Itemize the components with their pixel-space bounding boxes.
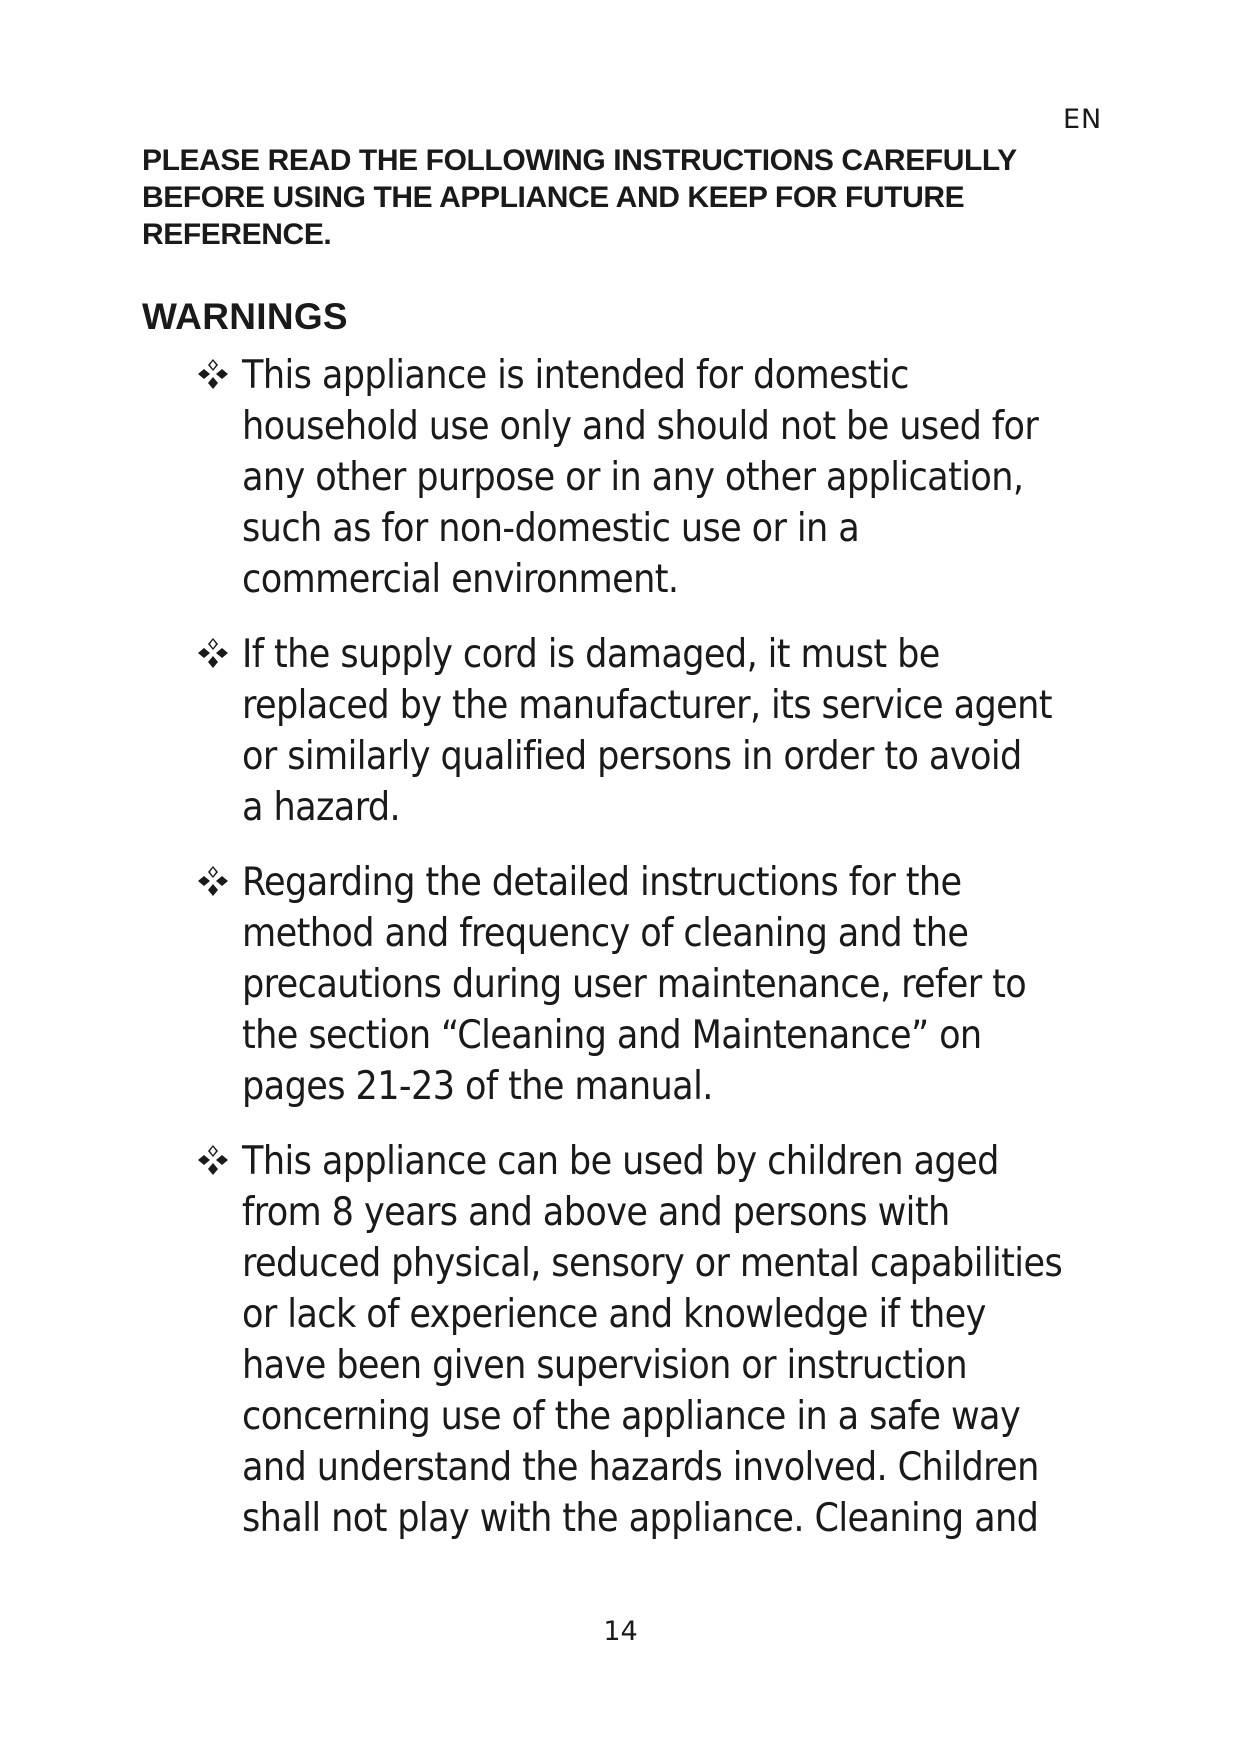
language-code: EN xyxy=(1063,104,1103,135)
warning-text: Regarding the detailed instructions for the method and frequency of cleaning and the precautions during user maintenance, refer to the section “Cleaning and Maintenance” on pages 21-23 of the manual. xyxy=(242,860,1027,1109)
warning-item xyxy=(196,1136,1156,1544)
warning-text: This appliance is intended for domestic household use only and should not be used for any other purpose or in any other application, such as for non-domestic use or in a commercial environment. xyxy=(242,353,1039,602)
warning-item xyxy=(196,857,1156,1112)
four-diamond-bullet-icon xyxy=(196,636,230,670)
warning-text: This appliance can be used by children aged from 8 years and above and persons with reduced physical, sensory or mental capabilities or lack of experience and knowledge if they have been given supervision or instruction concerning use of the appliance in a safe way and understand the hazards involved. Children shall not play with the appliance. Cleaning and xyxy=(242,1139,1063,1541)
four-diamond-bullet-icon xyxy=(196,864,230,898)
warning-item xyxy=(196,629,1156,833)
warning-text: If the supply cord is damaged, it must be replaced by the manufacturer, its service agent or similarly qualified persons in order to avoid a hazard. xyxy=(242,632,1052,830)
intro-notice: PLEASE READ THE FOLLOWING INSTRUCTIONS CAREFULLY BEFORE USING THE APPLIANCE AND KEEP FOR FUTURE REFERENCE. xyxy=(142,144,1017,251)
warning-item xyxy=(196,350,1156,605)
page-number: 14 xyxy=(603,1616,638,1647)
four-diamond-bullet-icon xyxy=(196,357,230,391)
warning-list xyxy=(196,350,1156,1568)
four-diamond-bullet-icon xyxy=(196,1143,230,1177)
warnings-heading: WARNINGS xyxy=(142,296,348,337)
